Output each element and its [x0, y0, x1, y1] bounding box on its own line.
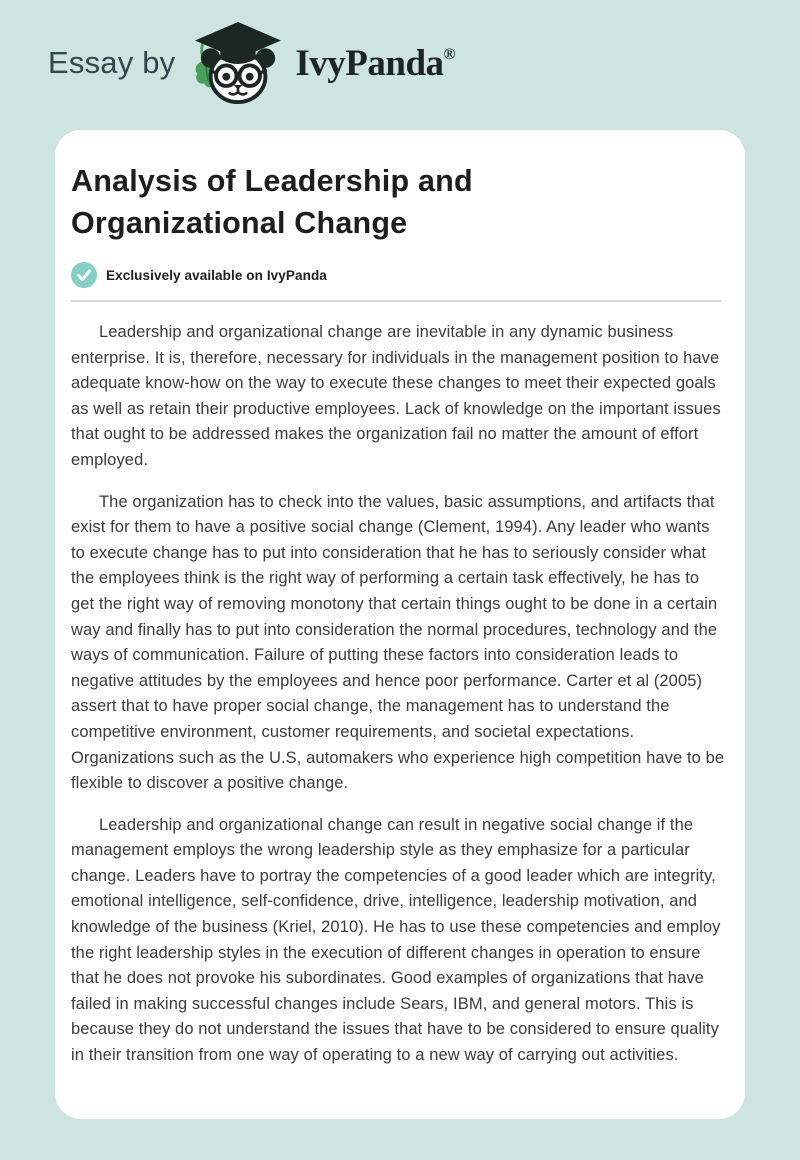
essay-paragraph-3: Leadership and organizational change can result in negative social change if the management employs the wrong leadership style as they emphasize for a particular change. Leaders have to portray the competencies of a good leader which are integrity, emotional intelligence, self-confidence, drive, intelligence, leadership motivation, and knowledge of the business (Kriel, 2010). He has to use these competencies and employ the right leadership styles in the execution of different changes in operation to ensure that he does not provoke his subordinates. Good examples of organizations that have failed in making successful changes include Sears, IBM, and general motors. This is because they do not understand the issues that have to be considered to ensure quality in their transition from one way of operating to a new way of carrying out activities.	[71, 815, 721, 1065]
site-header	[0, 0, 800, 130]
badge-label: Exclusively available on IvyPanda	[106, 267, 327, 283]
registered-mark: ®	[443, 45, 455, 63]
essay-paragraph-1: Leadership and organizational change are inevitable in any dynamic business enterprise. It is, therefore, necessary for individuals in the management position to have adequate know-how on the way to execute these changes to meet their expected goals as well as retain their productive employees. Lack of knowledge on the important issues that ought to be addressed makes the organization fail no matter the amount of effort employed.	[71, 323, 721, 469]
divider	[71, 300, 721, 302]
brand-logo-link[interactable]	[191, 20, 455, 106]
panda-graduate-icon	[191, 20, 295, 106]
brand-name: IvyPanda®	[295, 42, 455, 84]
page-title: Analysis of Leadership and Organizational Change	[71, 164, 473, 240]
check-icon	[71, 262, 97, 288]
essay-body	[71, 320, 725, 1069]
essay-card	[55, 130, 745, 1119]
exclusive-badge	[71, 262, 725, 288]
essay-by-label: Essay by	[48, 45, 176, 80]
essay-paragraph-2: The organization has to check into the values, basic assumptions, and artifacts that exist for them to have a positive social change (Clement, 1994). Any leader who wants to execute change has to put into consideration that he has to seriously consider what the employees think is the right way of performing a certain task effectively, he has to get the right way of removing monotony that certain things ought to be done in a certain way and finally has to put into consideration the normal procedures, technology and the ways of communication. Failure of putting these factors into consideration leads to negative attitudes by the employees and hence poor performance. Carter et al (2005) assert that to have proper social change, the management has to understand the competitive environment, customer requirements, and societal expectations. Organizations such as the U.S, automakers who experience high competition have to be flexible to discover a positive change.	[71, 492, 725, 793]
